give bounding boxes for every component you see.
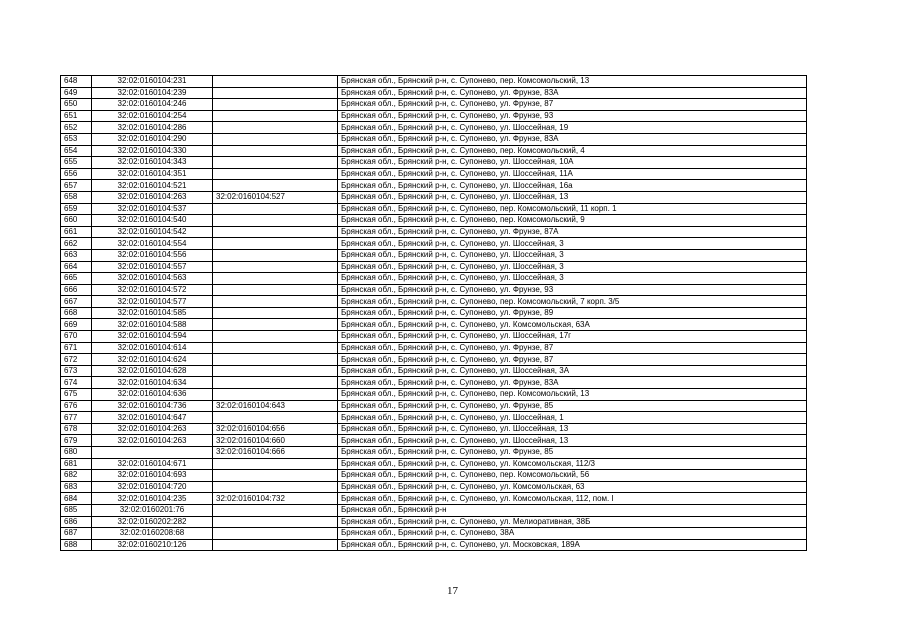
cadastral-number-cell: 32:02:0160104:588: [92, 319, 213, 331]
row-number-cell: 659: [61, 203, 92, 215]
row-number-cell: 681: [61, 458, 92, 470]
table-row: [61, 435, 807, 447]
table-row: [61, 226, 807, 238]
table-row: [61, 261, 807, 273]
address-cell: Брянская обл., Брянский р-н, с. Супонево, пер. Комсомольский, 13: [338, 389, 807, 401]
related-cadastral-number-cell: [213, 389, 338, 401]
address-cell: Брянская обл., Брянский р-н, с. Супонево, ул. Шоссейная, 11А: [338, 168, 807, 180]
related-cadastral-number-cell: 32:02:0160104:732: [213, 493, 338, 505]
related-cadastral-number-cell: [213, 365, 338, 377]
cadastral-number-cell: 32:02:0160104:231: [92, 76, 213, 88]
address-cell: Брянская обл., Брянский р-н: [338, 504, 807, 516]
cadastral-number-cell: 32:02:0160104:585: [92, 307, 213, 319]
table-row: [61, 319, 807, 331]
address-cell: Брянская обл., Брянский р-н, с. Супонево, ул. Московская, 189А: [338, 539, 807, 551]
cadastral-number-cell: 32:02:0160104:246: [92, 99, 213, 111]
address-cell: Брянская обл., Брянский р-н, с. Супонево, пер. Комсомольский, 11 корп. 1: [338, 203, 807, 215]
related-cadastral-number-cell: [213, 110, 338, 122]
row-number-cell: 675: [61, 389, 92, 401]
table-row: [61, 539, 807, 551]
table-row: [61, 99, 807, 111]
related-cadastral-number-cell: [213, 261, 338, 273]
address-cell: Брянская обл., Брянский р-н, с. Супонево, ул. Шоссейная, 3: [338, 249, 807, 261]
row-number-cell: 687: [61, 528, 92, 540]
related-cadastral-number-cell: [213, 296, 338, 308]
related-cadastral-number-cell: [213, 342, 338, 354]
address-cell: Брянская обл., Брянский р-н, с. Супонево, ул. Фрунзе, 87: [338, 99, 807, 111]
address-cell: Брянская обл., Брянский р-н, с. Супонево, пер. Комсомольский, 7 корп. 3/5: [338, 296, 807, 308]
table-row: [61, 122, 807, 134]
related-cadastral-number-cell: [213, 180, 338, 192]
cadastral-number-cell: 32:02:0160210:126: [92, 539, 213, 551]
cadastral-number-cell: 32:02:0160104:634: [92, 377, 213, 389]
row-number-cell: 660: [61, 215, 92, 227]
address-cell: Брянская обл., Брянский р-н, с. Супонево, ул. Шоссейная, 17г: [338, 331, 807, 343]
address-cell: Брянская обл., Брянский р-н, с. Супонево, ул. Мелиоративная, 38Б: [338, 516, 807, 528]
related-cadastral-number-cell: [213, 87, 338, 99]
related-cadastral-number-cell: [213, 76, 338, 88]
address-cell: Брянская обл., Брянский р-н, с. Супонево, ул. Комсомольская, 112/3: [338, 458, 807, 470]
related-cadastral-number-cell: [213, 539, 338, 551]
row-number-cell: 665: [61, 273, 92, 285]
related-cadastral-number-cell: [213, 504, 338, 516]
cadastral-table: [60, 75, 807, 551]
cadastral-number-cell: [92, 447, 213, 459]
table-row: [61, 493, 807, 505]
row-number-cell: 682: [61, 470, 92, 482]
row-number-cell: 688: [61, 539, 92, 551]
cadastral-number-cell: 32:02:0160201:76: [92, 504, 213, 516]
cadastral-number-cell: 32:02:0160104:330: [92, 145, 213, 157]
related-cadastral-number-cell: [213, 516, 338, 528]
cadastral-number-cell: 32:02:0160104:540: [92, 215, 213, 227]
table-row: [61, 145, 807, 157]
table-row: [61, 470, 807, 482]
row-number-cell: 678: [61, 423, 92, 435]
table-row: [61, 296, 807, 308]
related-cadastral-number-cell: [213, 354, 338, 366]
cadastral-number-cell: 32:02:0160104:720: [92, 481, 213, 493]
address-cell: Брянская обл., Брянский р-н, с. Супонево, ул. Фрунзе, 83А: [338, 377, 807, 389]
address-cell: Брянская обл., Брянский р-н, с. Супонево, ул. Шоссейная, 3А: [338, 365, 807, 377]
address-cell: Брянская обл., Брянский р-н, с. Супонево, ул. Шоссейная, 13: [338, 423, 807, 435]
table-row: [61, 238, 807, 250]
address-cell: Брянская обл., Брянский р-н, с. Супонево, ул. Комсомольская, 63: [338, 481, 807, 493]
row-number-cell: 670: [61, 331, 92, 343]
address-cell: Брянская обл., Брянский р-н, с. Супонево, ул. Фрунзе, 89: [338, 307, 807, 319]
row-number-cell: 658: [61, 191, 92, 203]
address-cell: Брянская обл., Брянский р-н, с. Супонево, ул. Фрунзе, 83А: [338, 133, 807, 145]
address-cell: Брянская обл., Брянский р-н, с. Супонево, ул. Шоссейная, 10А: [338, 157, 807, 169]
address-cell: Брянская обл., Брянский р-н, с. Супонево, ул. Шоссейная, 19: [338, 122, 807, 134]
row-number-cell: 654: [61, 145, 92, 157]
related-cadastral-number-cell: [213, 470, 338, 482]
table-row: [61, 273, 807, 285]
cadastral-number-cell: 32:02:0160202:282: [92, 516, 213, 528]
table-row: [61, 389, 807, 401]
address-cell: Брянская обл., Брянский р-н, с. Супонево, ул. Фрунзе, 87А: [338, 226, 807, 238]
related-cadastral-number-cell: [213, 273, 338, 285]
related-cadastral-number-cell: 32:02:0160104:643: [213, 400, 338, 412]
cadastral-number-cell: 32:02:0160104:343: [92, 157, 213, 169]
cadastral-number-cell: 32:02:0160104:235: [92, 493, 213, 505]
cadastral-number-cell: 32:02:0160104:563: [92, 273, 213, 285]
table-row: [61, 133, 807, 145]
cadastral-number-cell: 32:02:0160104:628: [92, 365, 213, 377]
row-number-cell: 667: [61, 296, 92, 308]
cadastral-number-cell: 32:02:0160104:647: [92, 412, 213, 424]
table-row: [61, 168, 807, 180]
cadastral-number-cell: 32:02:0160104:594: [92, 331, 213, 343]
cadastral-number-cell: 32:02:0160104:290: [92, 133, 213, 145]
related-cadastral-number-cell: 32:02:0160104:666: [213, 447, 338, 459]
cadastral-number-cell: 32:02:0160208:68: [92, 528, 213, 540]
row-number-cell: 684: [61, 493, 92, 505]
row-number-cell: 676: [61, 400, 92, 412]
row-number-cell: 649: [61, 87, 92, 99]
related-cadastral-number-cell: [213, 157, 338, 169]
address-cell: Брянская обл., Брянский р-н, с. Супонево, ул. Фрунзе, 93: [338, 110, 807, 122]
cadastral-number-cell: 32:02:0160104:286: [92, 122, 213, 134]
cadastral-number-cell: 32:02:0160104:736: [92, 400, 213, 412]
address-cell: Брянская обл., Брянский р-н, с. Супонево, 38А: [338, 528, 807, 540]
table-row: [61, 331, 807, 343]
related-cadastral-number-cell: [213, 122, 338, 134]
related-cadastral-number-cell: [213, 145, 338, 157]
related-cadastral-number-cell: [213, 307, 338, 319]
table-row: [61, 377, 807, 389]
table-row: [61, 447, 807, 459]
table-row: [61, 458, 807, 470]
cadastral-number-cell: 32:02:0160104:537: [92, 203, 213, 215]
row-number-cell: 680: [61, 447, 92, 459]
cadastral-number-cell: 32:02:0160104:556: [92, 249, 213, 261]
address-cell: Брянская обл., Брянский р-н, с. Супонево, пер. Комсомольский, 13: [338, 76, 807, 88]
page-number: 17: [447, 585, 458, 597]
address-cell: Брянская обл., Брянский р-н, с. Супонево, ул. Комсомольская, 63А: [338, 319, 807, 331]
address-cell: Брянская обл., Брянский р-н, с. Супонево, ул. Фрунзе, 85: [338, 400, 807, 412]
address-cell: Брянская обл., Брянский р-н, с. Супонево, пер. Комсомольский, 56: [338, 470, 807, 482]
row-number-cell: 679: [61, 435, 92, 447]
table-row: [61, 423, 807, 435]
address-cell: Брянская обл., Брянский р-н, с. Супонево, пер. Комсомольский, 4: [338, 145, 807, 157]
row-number-cell: 653: [61, 133, 92, 145]
table-row: [61, 284, 807, 296]
address-cell: Брянская обл., Брянский р-н, с. Супонево, ул. Фрунзе, 85: [338, 447, 807, 459]
cadastral-number-cell: 32:02:0160104:577: [92, 296, 213, 308]
related-cadastral-number-cell: [213, 377, 338, 389]
cadastral-number-cell: 32:02:0160104:263: [92, 191, 213, 203]
table-row: [61, 180, 807, 192]
address-cell: Брянская обл., Брянский р-н, с. Супонево, ул. Фрунзе, 93: [338, 284, 807, 296]
related-cadastral-number-cell: 32:02:0160104:660: [213, 435, 338, 447]
table-row: [61, 249, 807, 261]
row-number-cell: 661: [61, 226, 92, 238]
table-row: [61, 516, 807, 528]
row-number-cell: 673: [61, 365, 92, 377]
address-cell: Брянская обл., Брянский р-н, с. Супонево, ул. Шоссейная, 13: [338, 191, 807, 203]
table-row: [61, 412, 807, 424]
related-cadastral-number-cell: [213, 412, 338, 424]
address-cell: Брянская обл., Брянский р-н, с. Супонево, ул. Фрунзе, 83А: [338, 87, 807, 99]
row-number-cell: 664: [61, 261, 92, 273]
cadastral-number-cell: 32:02:0160104:263: [92, 423, 213, 435]
row-number-cell: 683: [61, 481, 92, 493]
table-row: [61, 365, 807, 377]
address-cell: Брянская обл., Брянский р-н, с. Супонево, ул. Шоссейная, 3: [338, 238, 807, 250]
cadastral-number-cell: 32:02:0160104:521: [92, 180, 213, 192]
table-row: [61, 203, 807, 215]
table-body: [61, 76, 807, 551]
row-number-cell: 666: [61, 284, 92, 296]
table-row: [61, 76, 807, 88]
table-row: [61, 400, 807, 412]
table-row: [61, 504, 807, 516]
related-cadastral-number-cell: [213, 458, 338, 470]
table-row: [61, 342, 807, 354]
cadastral-number-cell: 32:02:0160104:572: [92, 284, 213, 296]
cadastral-number-cell: 32:02:0160104:239: [92, 87, 213, 99]
row-number-cell: 648: [61, 76, 92, 88]
row-number-cell: 657: [61, 180, 92, 192]
address-cell: Брянская обл., Брянский р-н, с. Супонево, ул. Шоссейная, 1: [338, 412, 807, 424]
cadastral-number-cell: 32:02:0160104:542: [92, 226, 213, 238]
address-cell: Брянская обл., Брянский р-н, с. Супонево, пер. Комсомольский, 9: [338, 215, 807, 227]
cadastral-number-cell: 32:02:0160104:254: [92, 110, 213, 122]
cadastral-number-cell: 32:02:0160104:693: [92, 470, 213, 482]
table-row: [61, 87, 807, 99]
table-row: [61, 528, 807, 540]
row-number-cell: 650: [61, 99, 92, 111]
cadastral-number-cell: 32:02:0160104:557: [92, 261, 213, 273]
cadastral-number-cell: 32:02:0160104:614: [92, 342, 213, 354]
related-cadastral-number-cell: [213, 215, 338, 227]
row-number-cell: 662: [61, 238, 92, 250]
row-number-cell: 655: [61, 157, 92, 169]
cadastral-number-cell: 32:02:0160104:554: [92, 238, 213, 250]
row-number-cell: 651: [61, 110, 92, 122]
row-number-cell: 671: [61, 342, 92, 354]
related-cadastral-number-cell: [213, 528, 338, 540]
table-row: [61, 191, 807, 203]
related-cadastral-number-cell: [213, 249, 338, 261]
related-cadastral-number-cell: [213, 238, 338, 250]
related-cadastral-number-cell: [213, 226, 338, 238]
address-cell: Брянская обл., Брянский р-н, с. Супонево, ул. Комсомольская, 112, пом. I: [338, 493, 807, 505]
row-number-cell: 686: [61, 516, 92, 528]
row-number-cell: 685: [61, 504, 92, 516]
cadastral-number-cell: 32:02:0160104:636: [92, 389, 213, 401]
cadastral-number-cell: 32:02:0160104:671: [92, 458, 213, 470]
related-cadastral-number-cell: 32:02:0160104:527: [213, 191, 338, 203]
row-number-cell: 652: [61, 122, 92, 134]
row-number-cell: 677: [61, 412, 92, 424]
address-cell: Брянская обл., Брянский р-н, с. Супонево, ул. Шоссейная, 16а: [338, 180, 807, 192]
related-cadastral-number-cell: [213, 133, 338, 145]
row-number-cell: 672: [61, 354, 92, 366]
related-cadastral-number-cell: [213, 203, 338, 215]
table-row: [61, 110, 807, 122]
table-row: [61, 481, 807, 493]
related-cadastral-number-cell: [213, 168, 338, 180]
address-cell: Брянская обл., Брянский р-н, с. Супонево, ул. Шоссейная, 3: [338, 261, 807, 273]
address-cell: Брянская обл., Брянский р-н, с. Супонево, ул. Шоссейная, 3: [338, 273, 807, 285]
related-cadastral-number-cell: [213, 99, 338, 111]
address-cell: Брянская обл., Брянский р-н, с. Супонево, ул. Шоссейная, 13: [338, 435, 807, 447]
row-number-cell: 669: [61, 319, 92, 331]
row-number-cell: 656: [61, 168, 92, 180]
row-number-cell: 663: [61, 249, 92, 261]
related-cadastral-number-cell: [213, 319, 338, 331]
related-cadastral-number-cell: [213, 284, 338, 296]
address-cell: Брянская обл., Брянский р-н, с. Супонево, ул. Фрунзе, 87: [338, 342, 807, 354]
related-cadastral-number-cell: 32:02:0160104:656: [213, 423, 338, 435]
table-row: [61, 354, 807, 366]
cadastral-number-cell: 32:02:0160104:624: [92, 354, 213, 366]
cadastral-number-cell: 32:02:0160104:351: [92, 168, 213, 180]
table-row: [61, 157, 807, 169]
row-number-cell: 674: [61, 377, 92, 389]
cadastral-number-cell: 32:02:0160104:263: [92, 435, 213, 447]
table-row: [61, 307, 807, 319]
related-cadastral-number-cell: [213, 481, 338, 493]
table-row: [61, 215, 807, 227]
address-cell: Брянская обл., Брянский р-н, с. Супонево, ул. Фрунзе, 87: [338, 354, 807, 366]
related-cadastral-number-cell: [213, 331, 338, 343]
row-number-cell: 668: [61, 307, 92, 319]
